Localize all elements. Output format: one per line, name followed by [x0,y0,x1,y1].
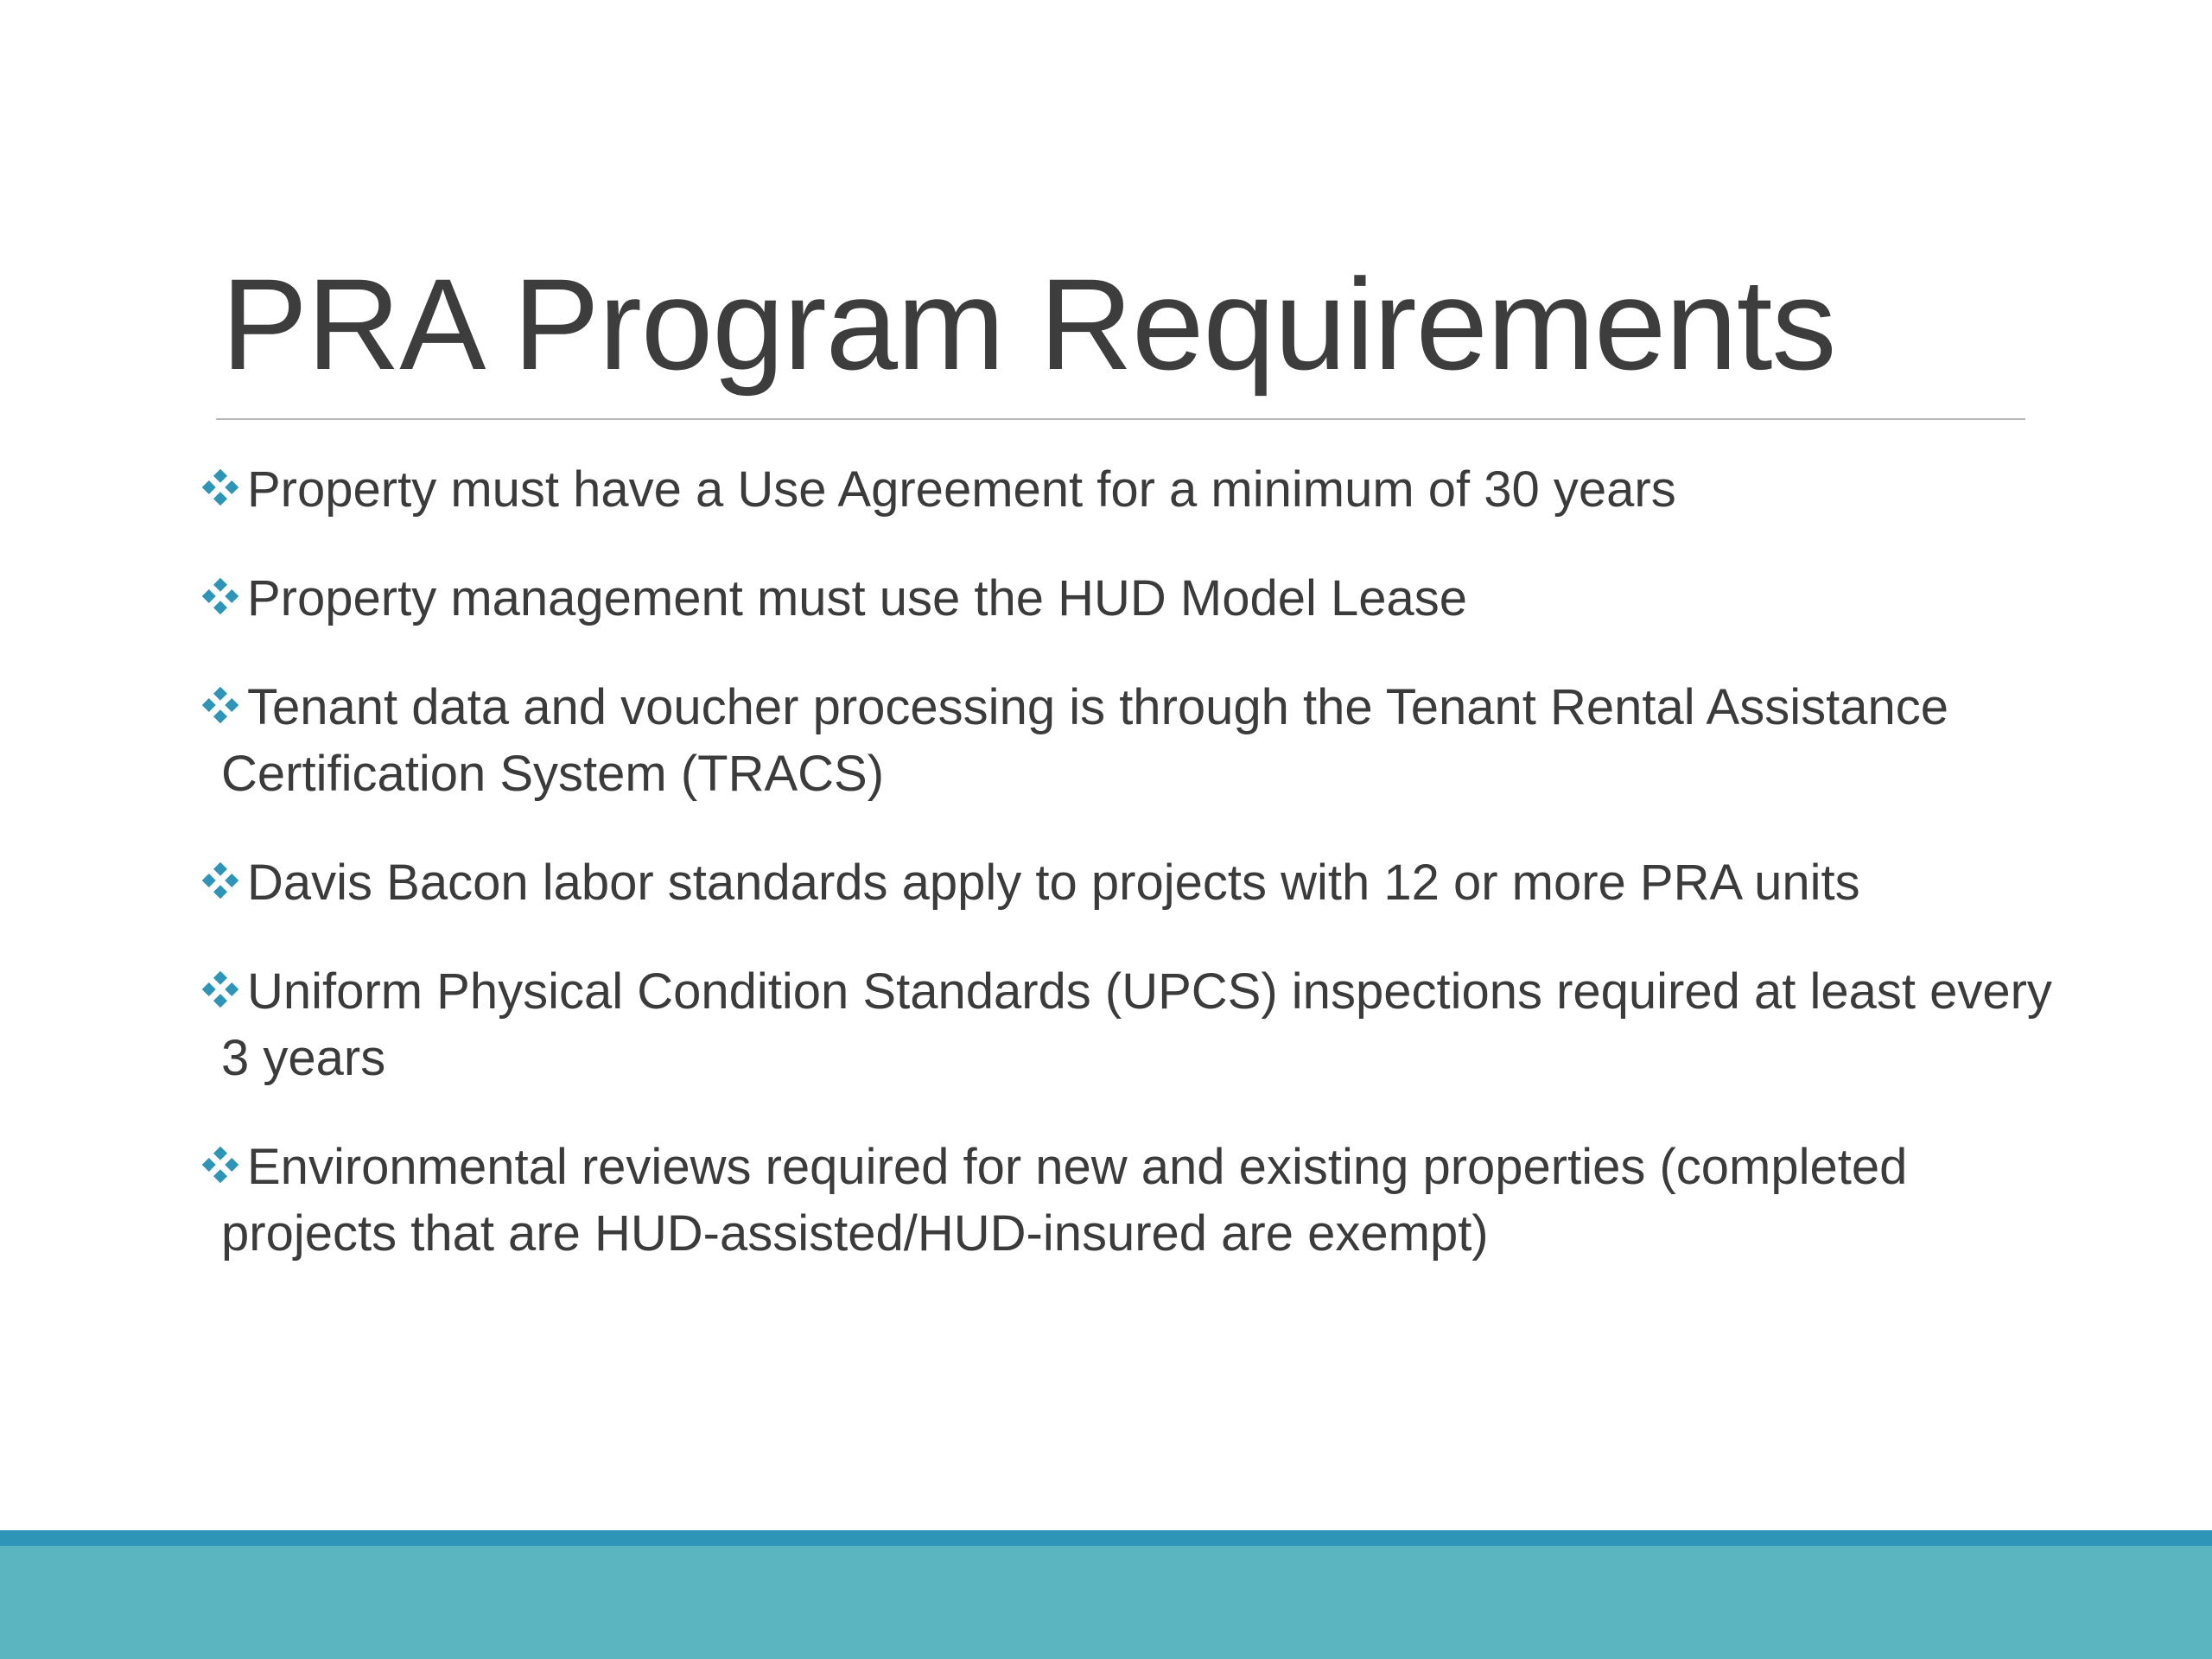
bullet-list [199,456,2056,1309]
bullet-text: Property must have a Use Agreement for a minimum of 30 years [247,461,1676,518]
bullet-item [199,1134,2056,1267]
footer-accent-line [0,1530,2212,1546]
slide-title: PRA Program Requirements [221,251,1836,397]
bullet-item [199,456,2056,523]
four-diamond-bullet-icon [199,466,242,509]
bullet-item [199,958,2056,1091]
bullet-text: Property management must use the HUD Model Lease [247,570,1468,626]
four-diamond-bullet-icon [199,575,242,618]
bullet-text: Environmental reviews required for new and existing properties (completed projects that are HUD-assisted/HUD-insured are exempt) [221,1139,1908,1262]
bullet-item [199,849,2056,916]
footer-bar [0,1546,2212,1659]
four-diamond-bullet-icon [199,683,242,727]
four-diamond-bullet-icon [199,1143,242,1186]
bullet-text: Tenant data and voucher processing is through the Tenant Rental Assistance Certification System (TRACS) [221,679,1948,802]
bullet-item [199,565,2056,632]
bullet-text: Uniform Physical Condition Standards (UPCS) inspections required at least every 3 years [221,963,2052,1086]
bullet-item [199,674,2056,807]
title-divider [216,418,2025,420]
bullet-text: Davis Bacon labor standards apply to projects with 12 or more PRA units [247,855,1860,911]
four-diamond-bullet-icon [199,859,242,902]
four-diamond-bullet-icon [199,968,242,1011]
